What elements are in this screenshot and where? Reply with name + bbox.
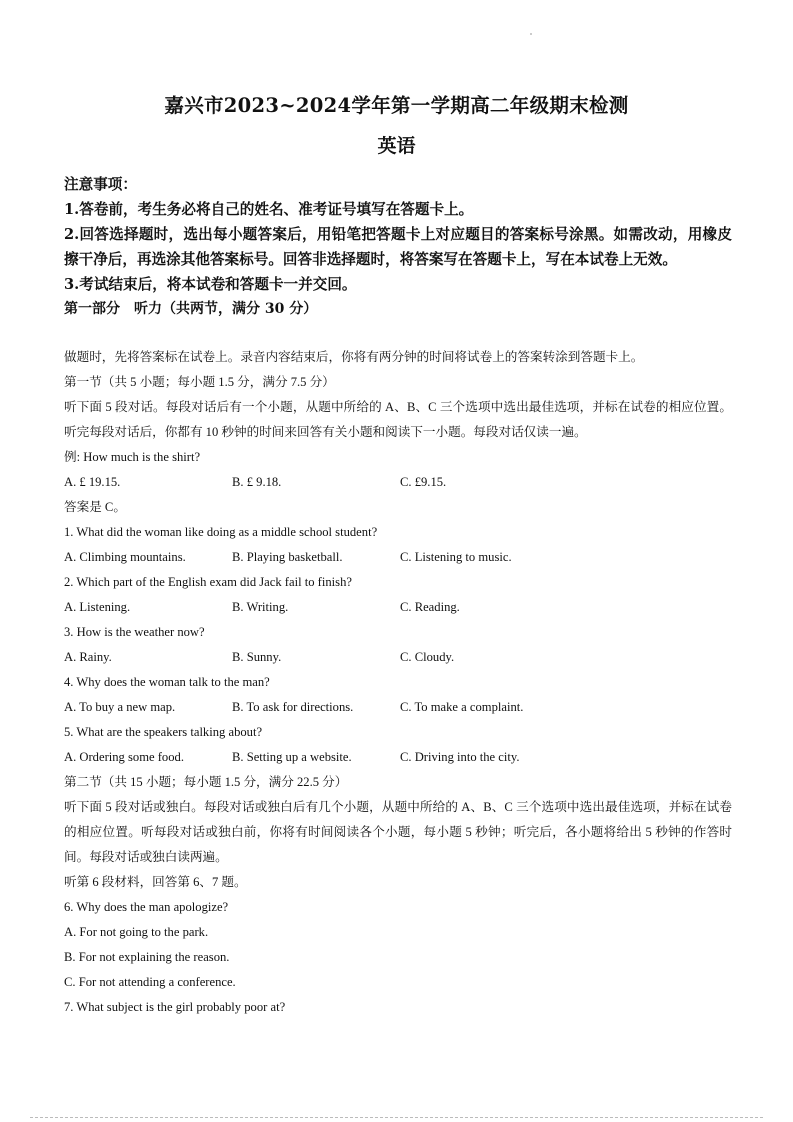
- option-a: A. Listening.: [64, 600, 131, 614]
- section2-heading: 第二节（共 15 小题；每小题 1.5 分，满分 22.5 分）: [64, 775, 348, 789]
- subject-title: 英语: [377, 135, 416, 157]
- question-2-options: [64, 595, 732, 620]
- question-5-options: [64, 745, 732, 770]
- question-5: 5. What are the speakers talking about?: [64, 725, 263, 739]
- option-b: B. Setting up a website.: [232, 750, 352, 764]
- option-b: B. Sunny.: [232, 650, 282, 664]
- example-question: 例: How much is the shirt?: [64, 450, 201, 464]
- question-3: 3. How is the weather now?: [64, 625, 205, 639]
- option-a: A. Ordering some food.: [64, 750, 184, 764]
- option-c: C. Cloudy.: [400, 650, 455, 664]
- question-1: 1. What did the woman like doing as a middle school student?: [64, 525, 378, 539]
- question-6-option-c: C. For not attending a conference.: [64, 975, 236, 989]
- option-c: C. Listening to music.: [400, 550, 512, 564]
- option-a: A. Climbing mountains.: [64, 550, 186, 564]
- notice-item-1: 1.答卷前，考生务必将自己的姓名、准考证号填写在答题卡上。: [64, 201, 474, 218]
- notice-heading: 注意事项：: [64, 176, 137, 193]
- scan-mark: [530, 33, 532, 35]
- option-c: C. Driving into the city.: [400, 750, 520, 764]
- page-bottom-divider: [30, 1117, 763, 1118]
- listening-section: [64, 345, 732, 1020]
- notice-item-2: 2.回答选择题时，选出每小题答案后，用铅笔把答题卡上对应题目的答案标号涂黑。如需改动，用橡皮擦干净后，再选涂其他答案标号。回答非选择题时，将答案写在答题卡上，写在本试卷上无效。: [64, 226, 732, 268]
- example-option-a: A. £ 19.15.: [64, 475, 121, 489]
- option-c: C. Reading.: [400, 600, 460, 614]
- part1-heading: 第一部分 听力（共两节，满分 30 分）: [64, 301, 318, 317]
- question-3-options: [64, 645, 732, 670]
- part1-intro: 做题时，先将答案标在试卷上。录音内容结束后，你将有两分钟的时间将试卷上的答案转涂到答题卡上。: [64, 350, 644, 364]
- option-c: C. To make a complaint.: [400, 700, 524, 714]
- example-answer: 答案是 C。: [64, 500, 126, 514]
- question-6-option-a: A. For not going to the park.: [64, 925, 209, 939]
- option-b: B. Playing basketball.: [232, 550, 343, 564]
- question-4: 4. Why does the woman talk to the man?: [64, 675, 270, 689]
- option-b: B. Writing.: [232, 600, 289, 614]
- question-6-option-b: B. For not explaining the reason.: [64, 950, 230, 964]
- section1-heading: 第一节（共 5 小题；每小题 1.5 分，满分 7.5 分）: [64, 375, 335, 389]
- question-4-options: [64, 695, 732, 720]
- material-6-heading: 听第 6 段材料，回答第 6、7 题。: [64, 875, 247, 889]
- option-b: B. To ask for directions.: [232, 700, 354, 714]
- section2-intro: 听下面 5 段对话或独白。每段对话或独白后有几个小题，从题中所给的 A、B、C 三个选项中选出最佳选项，并标在试卷的相应位置。听每段对话或独白前，你将有时间阅读各个小题，每小题 5 秒钟；听完后，各小题将给出 5 秒钟的作答时间。每段对话或独白读两遍。: [64, 800, 732, 864]
- exam-title: 嘉兴市2023~2024学年第一学期高二年级期末检测: [164, 94, 629, 117]
- example-options: [64, 470, 732, 495]
- section1-intro: 听下面 5 段对话。每段对话后有一个小题，从题中所给的 A、B、C 三个选项中选出最佳选项，并标在试卷的相应位置。听完每段对话后，你都有 10 秒钟的时间来回答有关小题和阅读下一小题。每段对话仅读一遍。: [64, 400, 732, 439]
- notice-item-3: 3.考试结束后，将本试卷和答题卡一并交回。: [64, 276, 357, 293]
- question-1-options: [64, 545, 732, 570]
- question-7: 7. What subject is the girl probably poor at?: [64, 1000, 286, 1014]
- example-option-b: B. £ 9.18.: [232, 475, 282, 489]
- notice-block: [64, 172, 732, 322]
- option-a: A. Rainy.: [64, 650, 112, 664]
- question-2: 2. Which part of the English exam did Jack fail to finish?: [64, 575, 352, 589]
- example-option-c: C. £9.15.: [400, 475, 447, 489]
- option-a: A. To buy a new map.: [64, 700, 176, 714]
- question-6: 6. Why does the man apologize?: [64, 900, 229, 914]
